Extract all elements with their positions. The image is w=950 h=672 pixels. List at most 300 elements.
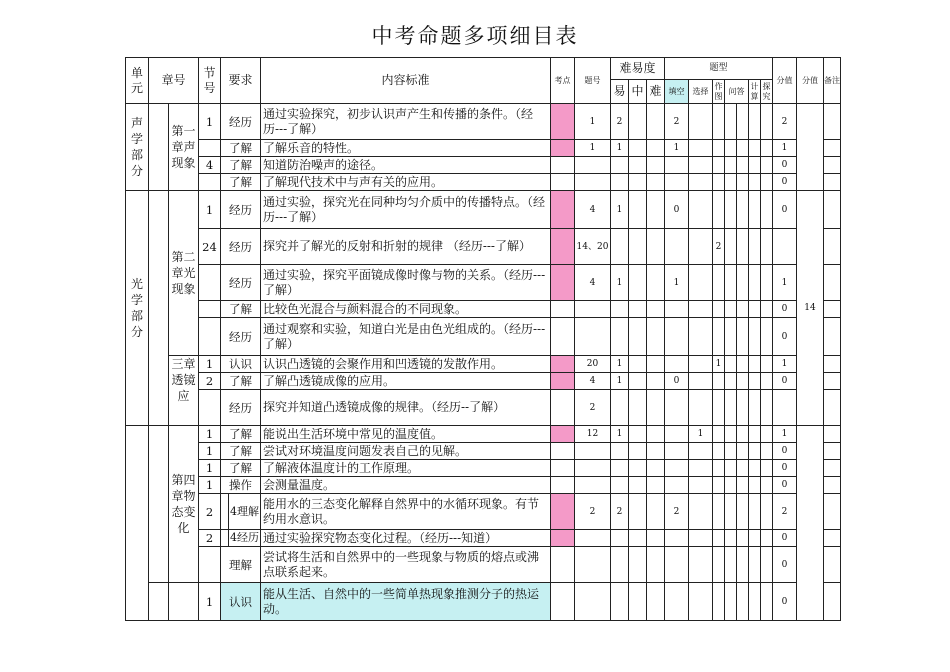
calc-cell (749, 301, 761, 318)
note-cell (824, 373, 841, 390)
header-difficulty: 难易度 (611, 58, 665, 80)
drawing-cell (713, 460, 725, 477)
score-cell: 0 (773, 191, 797, 229)
medium-cell (629, 547, 647, 583)
requirement: 经历 (221, 265, 261, 301)
score-cell: 0 (773, 530, 797, 547)
hard-cell (647, 460, 665, 477)
drawing-cell (713, 530, 725, 547)
choice-cell (689, 265, 713, 301)
requirement: 4理解 (229, 494, 261, 530)
tihao-cell (575, 460, 611, 477)
qa-cell-b (737, 356, 749, 373)
kaodian-cell (551, 229, 575, 265)
content-standard: 知道防治噪声的途径。 (261, 157, 551, 174)
medium-cell (629, 390, 647, 426)
fill-cell (665, 356, 689, 373)
content-standard: 能说出生活环境中常见的温度值。 (261, 426, 551, 443)
easy-cell: 1 (611, 191, 629, 229)
kaodian-cell (551, 104, 575, 140)
tihao-cell: 4 (575, 373, 611, 390)
choice-cell (689, 460, 713, 477)
score-cell: 0 (773, 174, 797, 191)
score-total-gap-2 (797, 426, 824, 621)
requirement: 经历 (221, 229, 261, 265)
score-cell: 0 (773, 583, 797, 621)
fill-cell (665, 301, 689, 318)
medium-cell (629, 229, 647, 265)
explore-cell (761, 140, 773, 157)
content-standard: 比较色光混合与颜料混合的不同现象。 (261, 301, 551, 318)
choice-cell (689, 157, 713, 174)
hard-cell (647, 390, 665, 426)
section-number (199, 265, 221, 301)
fill-cell (665, 318, 689, 356)
choice-cell: 1 (689, 426, 713, 443)
tihao-cell: 1 (575, 104, 611, 140)
score-cell: 0 (773, 301, 797, 318)
score-cell: 0 (773, 460, 797, 477)
choice-cell (689, 356, 713, 373)
medium-cell (629, 494, 647, 530)
easy-cell (611, 318, 629, 356)
fill-cell: 1 (665, 140, 689, 157)
tihao-cell (575, 443, 611, 460)
choice-cell (689, 191, 713, 229)
qa-cell-a (725, 157, 737, 174)
calc-cell (749, 174, 761, 191)
spec-table (125, 57, 841, 621)
explore-cell (761, 426, 773, 443)
note-cell (824, 104, 841, 140)
section-number: 1 (199, 460, 221, 477)
tihao-cell: 4 (575, 191, 611, 229)
header-question-type: 题型 (665, 58, 773, 80)
qa-cell-b (737, 104, 749, 140)
explore-cell (761, 356, 773, 373)
drawing-cell (713, 301, 725, 318)
chapter-2: 第二章光现象 (169, 191, 199, 356)
drawing-cell (713, 390, 725, 426)
drawing-cell (713, 104, 725, 140)
qa-cell-b (737, 157, 749, 174)
qa-cell-b (737, 174, 749, 191)
choice-cell (689, 174, 713, 191)
header-unit: 单元 (126, 58, 149, 104)
tihao-cell: 20 (575, 356, 611, 373)
requirement: 了解 (221, 157, 261, 174)
fill-cell (665, 477, 689, 494)
drawing-cell (713, 157, 725, 174)
calc-cell (749, 426, 761, 443)
easy-cell (611, 547, 629, 583)
explore-cell (761, 373, 773, 390)
qa-cell-b (737, 229, 749, 265)
requirement: 了解 (221, 460, 261, 477)
header-fill: 填空 (665, 80, 689, 104)
table-row (126, 373, 841, 390)
score-cell: 0 (773, 157, 797, 174)
explore-cell (761, 318, 773, 356)
score-cell: 0 (773, 547, 797, 583)
drawing-cell (713, 583, 725, 621)
hard-cell (647, 229, 665, 265)
explore-cell (761, 265, 773, 301)
chapter-1: 第一章声现象 (169, 104, 199, 191)
qa-cell-a (725, 229, 737, 265)
qa-cell-b (737, 301, 749, 318)
unit-light: 光学部分 (126, 191, 149, 426)
explore-cell (761, 191, 773, 229)
kaodian-cell (551, 547, 575, 583)
content-standard: 探究并知道凸透镜成像的规律。（经历--了解） (261, 390, 551, 426)
section-number: 1 (199, 104, 221, 140)
fill-cell: 0 (665, 373, 689, 390)
calc-cell (749, 477, 761, 494)
note-cell (824, 318, 841, 356)
content-standard: 通过实验，探究光在同种均匀介质中的传播特点。（经历---了解） (261, 191, 551, 229)
medium-cell (629, 583, 647, 621)
easy-cell: 1 (611, 426, 629, 443)
header-tihao: 题号 (575, 58, 611, 104)
note-cell (824, 390, 841, 426)
kaodian-cell (551, 191, 575, 229)
explore-cell (761, 460, 773, 477)
requirement: 了解 (221, 443, 261, 460)
tihao-cell: 14、20 (575, 229, 611, 265)
requirement: 认识 (221, 356, 261, 373)
section-number: 2 (199, 373, 221, 390)
tihao-cell: 12 (575, 426, 611, 443)
kaodian-cell (551, 157, 575, 174)
kaodian-cell (551, 390, 575, 426)
note-cell (824, 494, 841, 530)
content-standard: 通过实验，探究平面镜成像时像与物的关系。（经历---了解） (261, 265, 551, 301)
medium-cell (629, 157, 647, 174)
score-cell: 0 (773, 318, 797, 356)
section-number (199, 140, 221, 157)
choice-cell (689, 373, 713, 390)
qa-cell-a (725, 265, 737, 301)
score-cell: 1 (773, 265, 797, 301)
kaodian-cell (551, 265, 575, 301)
explore-cell (761, 174, 773, 191)
score-cell: 0 (773, 477, 797, 494)
kaodian-cell (551, 356, 575, 373)
kaodian-cell (551, 530, 575, 547)
qa-cell-b (737, 443, 749, 460)
chapter-4: 第四章物态变化 (169, 426, 199, 583)
note-cell (824, 191, 841, 229)
unit-thermal (126, 426, 149, 621)
hard-cell (647, 157, 665, 174)
tihao-cell: 2 (575, 494, 611, 530)
content-standard: 认识凸透镜的会聚作用和凹透镜的发散作用。 (261, 356, 551, 373)
section-number: 1 (199, 477, 221, 494)
tihao-cell (575, 318, 611, 356)
content-standard: 能从生活、自然中的一些简单热现象推测分子的热运动。 (261, 583, 551, 621)
calc-cell (749, 318, 761, 356)
kaodian-cell (551, 373, 575, 390)
drawing-cell (713, 547, 725, 583)
header-chapter: 章号 (149, 58, 199, 104)
calc-cell (749, 390, 761, 426)
header-content: 内容标准 (261, 58, 551, 104)
easy-cell (611, 443, 629, 460)
qa-cell-b (737, 460, 749, 477)
section-number (199, 547, 221, 583)
easy-cell: 1 (611, 373, 629, 390)
table-row (126, 318, 841, 356)
drawing-cell (713, 140, 725, 157)
easy-cell: 1 (611, 265, 629, 301)
qa-cell-b (737, 373, 749, 390)
explore-cell (761, 229, 773, 265)
hard-cell (647, 174, 665, 191)
chapter-gap-3 (149, 426, 169, 583)
chapter-gap-2 (149, 191, 169, 426)
medium-cell (629, 443, 647, 460)
calc-cell (749, 191, 761, 229)
section-number (199, 318, 221, 356)
note-cell (824, 583, 841, 621)
kaodian-cell (551, 140, 575, 157)
table-row (126, 140, 841, 157)
score-cell: 1 (773, 426, 797, 443)
chapter-gap-1 (149, 104, 169, 191)
explore-cell (761, 530, 773, 547)
choice-cell (689, 301, 713, 318)
content-standard: 通过实验探究，初步认识声产生和传播的条件。（经历---了解） (261, 104, 551, 140)
calc-cell (749, 229, 761, 265)
medium-cell (629, 174, 647, 191)
calc-cell (749, 265, 761, 301)
note-cell (824, 301, 841, 318)
medium-cell (629, 301, 647, 318)
medium-cell (629, 477, 647, 494)
table-row (126, 583, 841, 621)
qa-cell-a (725, 390, 737, 426)
content-standard: 了解乐音的特性。 (261, 140, 551, 157)
kaodian-cell (551, 494, 575, 530)
chapter-gap-4 (149, 583, 169, 621)
medium-cell (629, 140, 647, 157)
hard-cell (647, 373, 665, 390)
table-row (126, 547, 841, 583)
score-cell: 1 (773, 356, 797, 373)
fill-cell (665, 174, 689, 191)
explore-cell (761, 494, 773, 530)
hard-cell (647, 426, 665, 443)
score-cell (773, 390, 797, 426)
easy-cell (611, 174, 629, 191)
note-cell (824, 229, 841, 265)
requirement: 经历 (221, 390, 261, 426)
calc-cell (749, 583, 761, 621)
qa-cell-a (725, 547, 737, 583)
kaodian-cell (551, 477, 575, 494)
medium-cell (629, 373, 647, 390)
calc-cell (749, 530, 761, 547)
header-qa: 问答 (725, 80, 749, 104)
calc-cell (749, 547, 761, 583)
qa-cell-b (737, 494, 749, 530)
note-cell (824, 157, 841, 174)
section-number: 24 (199, 229, 221, 265)
header-choice: 选择 (689, 80, 713, 104)
requirement: 4经历 (229, 530, 261, 547)
choice-cell (689, 229, 713, 265)
section-number: 2 (199, 530, 221, 547)
fill-cell (665, 530, 689, 547)
table-row (126, 104, 841, 140)
tihao-cell: 4 (575, 265, 611, 301)
hard-cell (647, 530, 665, 547)
chapter-3: 三章透镜应 (169, 356, 199, 426)
header-score: 分值 (773, 58, 797, 104)
table-row (126, 530, 841, 547)
requirement: 经历 (221, 191, 261, 229)
section-number: 1 (199, 356, 221, 373)
easy-cell (611, 301, 629, 318)
calc-cell (749, 157, 761, 174)
easy-cell (611, 157, 629, 174)
drawing-cell (713, 318, 725, 356)
qa-cell-b (737, 390, 749, 426)
qa-cell-a (725, 356, 737, 373)
section-number: 1 (199, 191, 221, 229)
drawing-cell (713, 494, 725, 530)
explore-cell (761, 390, 773, 426)
table-row (126, 477, 841, 494)
qa-cell-a (725, 104, 737, 140)
note-cell (824, 547, 841, 583)
qa-cell-b (737, 477, 749, 494)
tihao-cell (575, 530, 611, 547)
tihao-cell (575, 547, 611, 583)
medium-cell (629, 530, 647, 547)
kaodian-cell (551, 426, 575, 443)
note-cell (824, 477, 841, 494)
hard-cell (647, 301, 665, 318)
choice-cell (689, 583, 713, 621)
requirement: 了解 (221, 426, 261, 443)
drawing-cell (713, 191, 725, 229)
requirement: 了解 (221, 301, 261, 318)
requirement: 了解 (221, 174, 261, 191)
medium-cell (629, 318, 647, 356)
fill-cell (665, 157, 689, 174)
drawing-cell: 2 (713, 229, 725, 265)
calc-cell (749, 494, 761, 530)
table-row (126, 390, 841, 426)
kaodian-cell (551, 443, 575, 460)
fill-cell: 2 (665, 104, 689, 140)
explore-cell (761, 104, 773, 140)
section-number (199, 301, 221, 318)
section-number: 1 (199, 426, 221, 443)
header-section: 节号 (199, 58, 221, 104)
calc-cell (749, 140, 761, 157)
fill-cell (665, 390, 689, 426)
header-score-total: 分值 (797, 58, 824, 104)
qa-cell-b (737, 530, 749, 547)
note-cell (824, 460, 841, 477)
easy-cell: 1 (611, 356, 629, 373)
tihao-cell: 1 (575, 140, 611, 157)
unit-sound: 声学部分 (126, 104, 149, 191)
tihao-cell: 2 (575, 390, 611, 426)
content-standard: 尝试将生活和自然界中的一些现象与物质的熔点或沸点联系起来。 (261, 547, 551, 583)
choice-cell (689, 104, 713, 140)
kaodian-cell (551, 318, 575, 356)
section-number: 4 (199, 157, 221, 174)
requirement: 了解 (221, 140, 261, 157)
choice-cell (689, 443, 713, 460)
easy-cell (611, 229, 629, 265)
content-standard: 通过观察和实验，知道白光是由色光组成的。（经历---了解） (261, 318, 551, 356)
note-cell (824, 174, 841, 191)
drawing-cell (713, 174, 725, 191)
qa-cell-a (725, 477, 737, 494)
header-hard: 难 (647, 80, 665, 104)
qa-cell-a (725, 373, 737, 390)
section-number: 1 (199, 583, 221, 621)
tihao-cell (575, 477, 611, 494)
fill-cell: 2 (665, 494, 689, 530)
kaodian-cell (551, 460, 575, 477)
table-row (126, 191, 841, 229)
section-number: 1 (199, 443, 221, 460)
score-cell: 0 (773, 373, 797, 390)
table-row (126, 301, 841, 318)
choice-cell (689, 477, 713, 494)
drawing-cell (713, 426, 725, 443)
easy-cell (611, 460, 629, 477)
requirement: 理解 (221, 547, 261, 583)
drawing-cell (713, 373, 725, 390)
table-row (126, 356, 841, 373)
requirement: 了解 (221, 373, 261, 390)
drawing-cell (713, 477, 725, 494)
table-row (126, 265, 841, 301)
choice-cell (689, 494, 713, 530)
qa-cell-a (725, 583, 737, 621)
qa-cell-b (737, 265, 749, 301)
explore-cell (761, 477, 773, 494)
medium-cell (629, 104, 647, 140)
table-row (126, 443, 841, 460)
explore-cell (761, 443, 773, 460)
easy-cell: 2 (611, 494, 629, 530)
section-number (199, 390, 221, 426)
calc-cell (749, 373, 761, 390)
score-cell: 2 (773, 494, 797, 530)
req-prefix (221, 530, 229, 547)
note-cell (824, 426, 841, 443)
score-total-gap (797, 104, 824, 191)
content-standard: 尝试对环境温度问题发表自己的见解。 (261, 443, 551, 460)
explore-cell (761, 583, 773, 621)
explore-cell (761, 547, 773, 583)
section-number (199, 174, 221, 191)
header-requirement: 要求 (221, 58, 261, 104)
table-row (126, 157, 841, 174)
qa-cell-a (725, 426, 737, 443)
header-medium: 中 (629, 80, 647, 104)
easy-cell (611, 477, 629, 494)
requirement: 操作 (221, 477, 261, 494)
